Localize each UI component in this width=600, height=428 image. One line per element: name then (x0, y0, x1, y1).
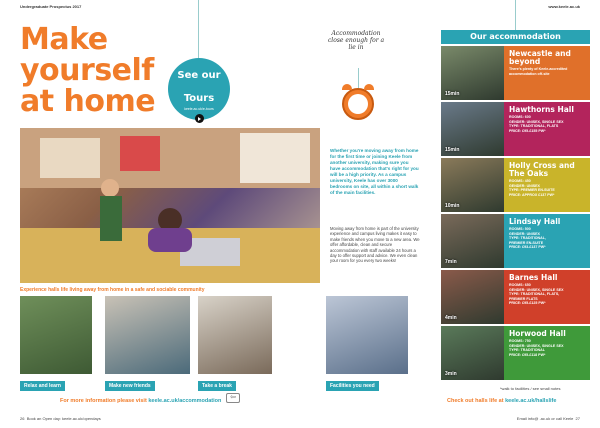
hall-details: ROOMS: 750 GENDER: UNISEX, SINGLE SEX TYPE: TRADITIONAL PRICE: £95-£118 PW* (509, 339, 564, 357)
thumb-caption-facilities: Facilities you need (326, 374, 379, 392)
title-line-3: at home (20, 84, 156, 119)
heading-string (515, 0, 516, 30)
thumb-caption-relax: Relax and learn (20, 374, 65, 392)
alarm-clock-icon (342, 88, 374, 120)
hall-details: ROOMS: 450 GENDER: UNISEX TYPE: PREMIER EN-SUITE PRICE: APPROX £137 PW* (509, 179, 555, 197)
hall-card[interactable] (441, 326, 590, 380)
hall-info (504, 158, 590, 212)
hall-photo (441, 46, 504, 100)
hall-name: Horwood Hall (509, 329, 566, 338)
hall-name: Newcastle and beyond (509, 49, 571, 66)
intro-text: Whether you're moving away from home for the first time or joining Keele from another university, making sure you have accommodation that's right for you will be a high priority. As a campus university, Keele has over 3000 bedrooms on site, all within a short walk of the main facilities. (330, 148, 419, 195)
bottom-left: 26 Book an Open day: keele.ac.uk/opendays (20, 416, 101, 421)
thumb-caption-friends: Make new friends (105, 374, 155, 392)
play-icon[interactable] (195, 114, 204, 123)
walk-time: 3min (445, 371, 457, 377)
hall-card[interactable] (441, 214, 590, 268)
accommodation-link[interactable]: keele.ac.uk/accommodation (148, 398, 222, 404)
hall-photo (441, 214, 504, 268)
header-right: www.keele.ac.uk (548, 4, 580, 9)
footer-left: For more information please visit keele.ac.uk/accommodation (60, 398, 222, 404)
hall-photo (441, 158, 504, 212)
hall-details: There's plenty of Keele-accredited accommodation off-site (509, 67, 568, 76)
thumb-relax (20, 296, 92, 374)
page-title (20, 24, 155, 117)
tours-line-2: Tours (183, 93, 215, 104)
walk-time: 15min (445, 91, 460, 97)
header-left: Undergraduate Prospectus 2017 (20, 4, 82, 9)
body-text: Moving away from home is part of the university experience and campus living makes it easy to make friends when you move to a new area. We offer affordable, clean and secure accommodation with staff available 24 hours a day to offer support and advice. We even clean your room for you every two weeks! (330, 226, 420, 264)
hall-photo (441, 102, 504, 156)
accommodation-note: Accommodation close enough for a lie in (327, 30, 385, 51)
price-note: *walk to facilities / see small notes (500, 386, 561, 391)
footer-right: Check out halls life at keele.ac.uk/hallslife (447, 398, 557, 404)
hall-photo (441, 326, 504, 380)
tours-line-1: See our (177, 70, 221, 81)
hall-name: Barnes Hall (509, 273, 558, 282)
hall-info (504, 214, 590, 268)
thumb-friends (105, 296, 190, 374)
clock-string (358, 68, 359, 88)
thumb-facilities (326, 296, 408, 374)
main-photo-caption: Experience halls life living away from home in a safe and sociable community (20, 287, 205, 293)
hall-name: Hawthorns Hall (509, 105, 574, 114)
hall-info (504, 326, 590, 380)
hall-card[interactable] (441, 158, 590, 212)
walk-time: 4min (445, 315, 457, 321)
main-photo (20, 128, 320, 283)
hall-info (504, 270, 590, 324)
hall-card[interactable] (441, 270, 590, 324)
title-line-1: Make (20, 22, 108, 57)
thumb-caption-break: Take a break (198, 374, 236, 392)
bottom-right: Email info@ .ac.uk or call Keele 27 (516, 416, 580, 421)
hall-photo (441, 270, 504, 324)
hall-details: ROOMS: 600 GENDER: UNISEX, SINGLE SEX TYPE: TRADITIONAL, FLATS PRICE: £95-£155 PW* (509, 115, 564, 133)
hall-card[interactable] (441, 46, 590, 100)
hall-info (504, 46, 590, 100)
hall-details: ROOMS: 650 GENDER: UNISEX, SINGLE SEX TYPE: TRADITIONAL, FLATS, PREMIER FLATS PRICE: £95-£125 PW* (509, 283, 564, 306)
thumb-break (198, 296, 272, 374)
walk-time: 7min (445, 259, 457, 265)
tours-badge[interactable] (168, 58, 230, 120)
hall-details: ROOMS: 500 GENDER: UNISEX TYPE: TRADITIONAL, PREMIER EN-SUITE PRICE: £93-£137 PW* (509, 227, 546, 250)
hall-info (504, 102, 590, 156)
walk-time: 10min (445, 203, 460, 209)
hall-name: Lindsay Hall (509, 217, 561, 226)
student-room-illustration (20, 128, 320, 283)
badge-string (198, 0, 199, 58)
hallslife-link[interactable]: keele.ac.uk/hallslife (505, 398, 557, 404)
arrow-left-icon: ⇦ (226, 393, 240, 403)
hall-card[interactable] (441, 102, 590, 156)
accommodation-heading: Our accommodation (441, 30, 590, 44)
walk-time: 15min (445, 147, 460, 153)
title-line-2: yourself (20, 53, 154, 88)
hall-name: Holly Cross and The Oaks (509, 161, 575, 178)
tours-url[interactable]: keele.ac.uk/e-tours (184, 107, 214, 111)
